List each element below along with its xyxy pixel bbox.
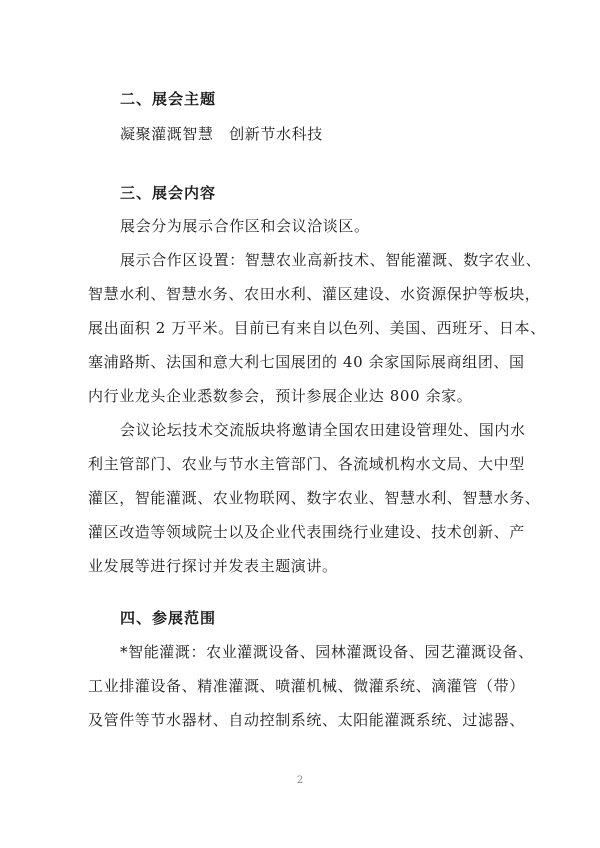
section-heading-scope: 四、参展范围 [120,609,217,627]
content-p3-line-3: 灌区，智能灌溉、农业物联网、数字农业、智慧水利、智慧水务、 [88,489,541,507]
content-p2-line-4: 塞浦路斯、法国和意大利七国展团的 40 余家国际展商组团、国 [88,353,525,371]
section-heading-content: 三、展会内容 [120,184,217,202]
theme-text: 凝聚灌溉智慧 创新节水科技 [120,125,323,143]
content-p3-line-1: 会议论坛技术交流版块将邀请全国农田建设管理处、国内水 [120,421,526,439]
page-number: 2 [296,775,304,786]
content-p2-line-2: 智慧水利、智慧水务、农田水利、灌区建设、水资源保护等板块， [88,285,541,303]
section-heading-theme: 二、展会主题 [120,90,217,108]
content-p2-line-3: 展出面积 2 万平米。目前已有来自以色列、美国、西班牙、日本、 [88,319,546,337]
scope-p1-line-1: *智能灌溉：农业灌溉设备、园林灌溉设备、园艺灌溉设备、 [120,643,534,661]
scope-p1-line-3: 及管件等节水器材、自动控制系统、太阳能灌溉系统、过滤器、 [88,711,525,729]
content-p2-line-1: 展示合作区设置：智慧农业高新技术、智能灌溉、数字农业、 [120,251,542,269]
content-p3-line-5: 业发展等进行探讨并发表主题演讲。 [88,557,338,575]
scope-p1-line-2: 工业排灌设备、精准灌溉、喷灌机械、微灌系统、滴灌管（带） [88,677,525,695]
content-p2-line-5: 内行业龙头企业悉数参会，预计参展企业达 800 余家。 [88,387,473,405]
content-p3-line-4: 灌区改造等领域院士以及企业代表围绕行业建设、技术创新、产 [88,523,525,541]
content-paragraph-1: 展会分为展示合作区和会议洽谈区。 [120,217,370,235]
content-p3-line-2: 利主管部门、农业与节水主管部门、各流域机构水文局、大中型 [88,455,525,473]
